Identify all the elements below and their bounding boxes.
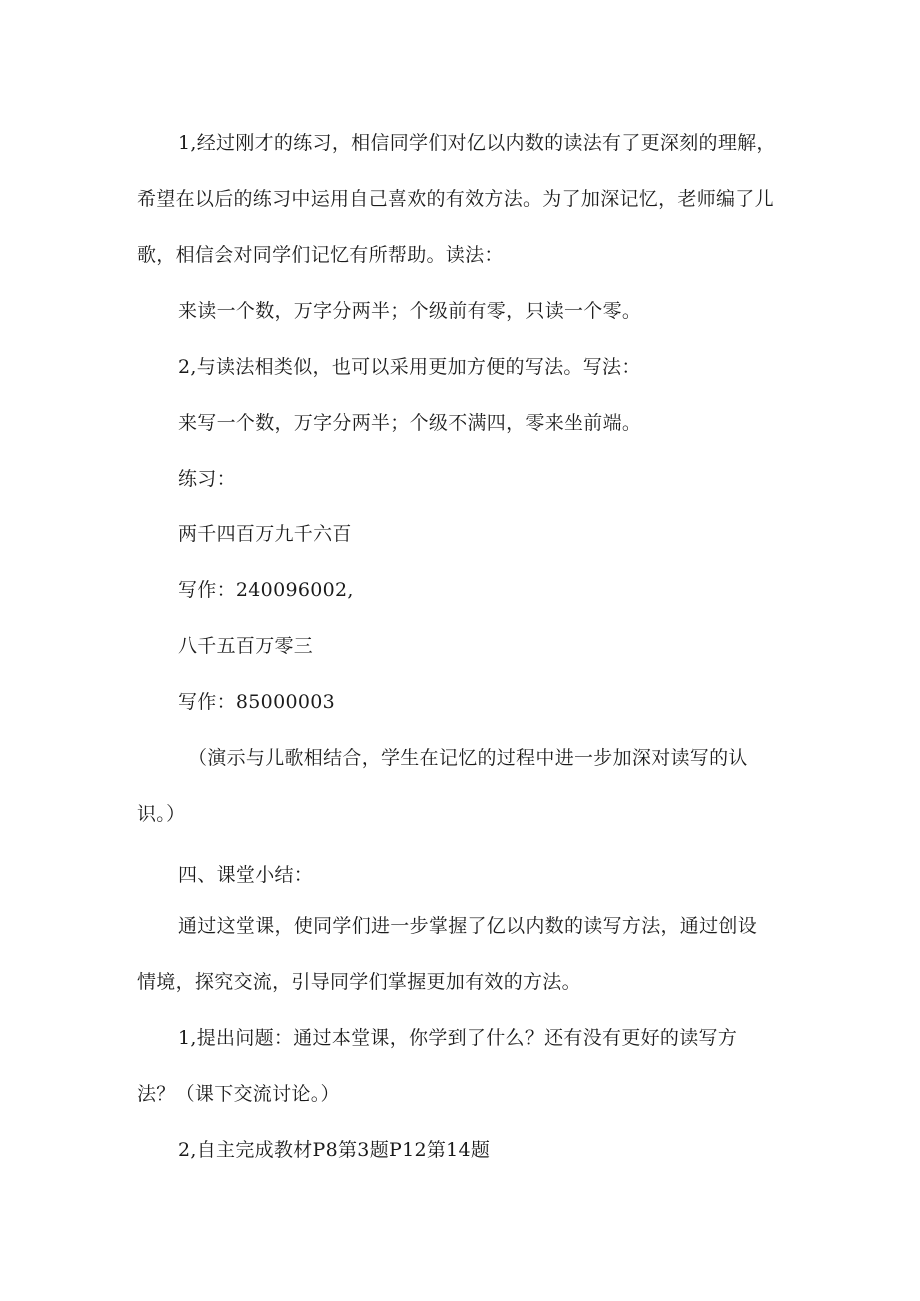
exercise-item: 八千五百万零三	[178, 635, 314, 657]
section-heading: 四、课堂小结：	[178, 864, 314, 886]
exercise-answer: 写作：85000003	[178, 691, 336, 713]
paragraph-line: 识。）	[137, 803, 186, 825]
paragraph-line: 2,与读法相类似，也可以采用更加方便的写法。写法：	[178, 356, 641, 378]
rhyme-line: 来读一个数，万字分两半；个级前有零，只读一个零。	[178, 300, 642, 322]
paragraph-line: 2,自主完成教材P8第3题P12第14题	[178, 1139, 491, 1161]
paragraph-line: 通过这堂课，使同学们进一步掌握了亿以内数的读写方法，通过创设	[178, 915, 758, 937]
paragraph-line: 歌，相信会对同学们记忆有所帮助。读法：	[137, 244, 504, 266]
paragraph-line: 1,经过刚才的练习，相信同学们对亿以内数的读法有了更深刻的理解，	[178, 132, 776, 154]
exercise-heading: 练习：	[178, 468, 236, 490]
paragraph-line: 法？（课下交流讨论。）	[137, 1083, 340, 1105]
paragraph-line: 情境，探究交流，引导同学们掌握更加有效的方法。	[137, 971, 581, 993]
paragraph-line: （演示与儿歌相结合，学生在记忆的过程中进一步加深对读写的认	[188, 747, 748, 769]
paragraph-line: 希望在以后的练习中运用自己喜欢的有效方法。为了加深记忆，老师编了儿	[137, 188, 774, 210]
rhyme-line: 来写一个数，万字分两半；个级不满四，零来坐前端。	[178, 412, 642, 434]
paragraph-line: 1,提出问题：通过本堂课，你学到了什么？还有没有更好的读写方	[178, 1027, 738, 1049]
exercise-item: 两千四百万九千六百	[178, 523, 352, 545]
exercise-answer: 写作：240096002,	[178, 579, 354, 601]
